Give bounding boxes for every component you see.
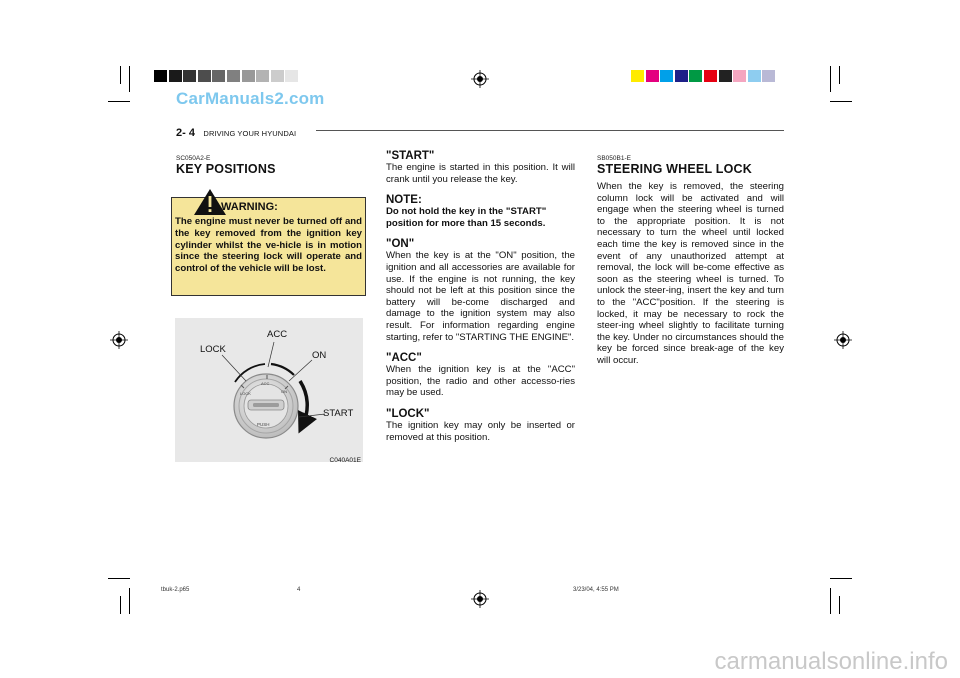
page-header [176, 123, 784, 137]
section-title: DRIVING YOUR HYUNDAI [203, 129, 297, 138]
gray-swatch [271, 70, 284, 82]
color-swatch [748, 70, 761, 82]
registration-mark-left [110, 331, 128, 349]
warning-title: WARNING: [221, 201, 278, 213]
page-number: 2- 4 [176, 127, 195, 139]
dial-label-on: ON [281, 389, 287, 394]
watermark-bottom[interactable]: carmanualsonline.info [714, 648, 948, 675]
ignition-key-figure [175, 318, 363, 462]
color-swatch [704, 70, 717, 82]
footer-date: 3/23/04, 4:55 PM [573, 587, 619, 593]
figure-code: C040A01E [329, 457, 361, 464]
on-body: When the key is at the "ON" position, the ignition and all accessories are available for use. If the engine is not running, the key should not be left at this position since the battery will be-come discharged and damage to the ignition system may also result. For information regarding engine starting, refer to "STARTING THE ENGINE". [386, 250, 575, 343]
gray-swatch [198, 70, 211, 82]
label-acc: ACC [267, 329, 288, 340]
dial-label-push: PUSH [257, 422, 270, 427]
warning-text: The engine must never be turned off and the key removed from the ignition key cylinder whilst the ve-hicle is in motion since the steering lock will operate and control of the vehicle will be lost. [175, 216, 362, 275]
label-lock: LOCK [200, 344, 226, 355]
start-heading: "START" [386, 150, 435, 162]
lock-heading: "LOCK" [386, 407, 430, 420]
label-on: ON [312, 350, 327, 361]
color-swatch [719, 70, 732, 82]
color-swatch [762, 70, 775, 82]
acc-heading: "ACC" [386, 352, 422, 365]
registration-mark-top [471, 70, 489, 88]
warning-header [172, 200, 365, 214]
gray-swatch [227, 70, 240, 82]
start-body: The engine is started in this position. It will crank until you release the key. [386, 162, 575, 185]
watermark-top[interactable]: CarManuals2.com [176, 89, 325, 108]
color-swatch [689, 70, 702, 82]
registration-mark-bottom [471, 590, 489, 608]
lock-body: The ignition key may only be inserted or removed at this position. [386, 419, 575, 443]
footer-file: tbuk-2.p65 [161, 587, 190, 593]
on-heading: "ON" [386, 238, 415, 251]
gray-swatch [285, 70, 298, 82]
footer-page: 4 [297, 587, 301, 593]
section-code-right: SB050B1-E [597, 155, 631, 162]
note-body: Do not hold the key in the "START" position for more than 15 seconds. [386, 206, 547, 229]
dial-label-acc: ACC [261, 381, 270, 386]
section-code: SC050A2-E [176, 155, 211, 162]
warning-box [171, 197, 366, 296]
color-swatch [660, 70, 673, 82]
registration-mark-right [834, 331, 852, 349]
section-heading-right: STEERING WHEEL LOCK [597, 162, 752, 176]
steering-lock-body: When the key is removed, the steering column lock will be activated and will engage when the steering wheel is turned to the appropriate position. It is not necessary to turn the wheel until locked each time the key is removed since in the event of any unauthorized attempt at removal, the lock will be-come effective as soon as the steering wheel is turned. To unlock the steer-ing, insert the key and turn to the "ACC"position. If the steering is locked, it may be necessary to rock the steer-ing wheel slightly to facilitate turning the key. Under no circumstances should the key be forced since break-age of the key will occur. [597, 181, 784, 366]
section-heading: KEY POSITIONS [176, 162, 276, 176]
note-heading: NOTE: [386, 194, 422, 207]
gray-swatch [169, 70, 182, 82]
label-start: START [323, 408, 354, 419]
color-swatch [675, 70, 688, 82]
gray-swatch [154, 70, 167, 82]
gray-swatch [256, 70, 269, 82]
gray-swatch [183, 70, 196, 82]
color-swatch [733, 70, 746, 82]
gray-swatch [212, 70, 225, 82]
header-rule [316, 130, 784, 131]
gray-swatch [242, 70, 255, 82]
dial-label-lock: LOCK [240, 391, 251, 396]
color-swatch [646, 70, 659, 82]
gray-swatch [300, 70, 313, 82]
acc-body: When the ignition key is at the "ACC" position, the radio and other accesso-ries may be used. [386, 364, 575, 399]
color-swatch [631, 70, 644, 82]
middle-column [386, 150, 575, 443]
